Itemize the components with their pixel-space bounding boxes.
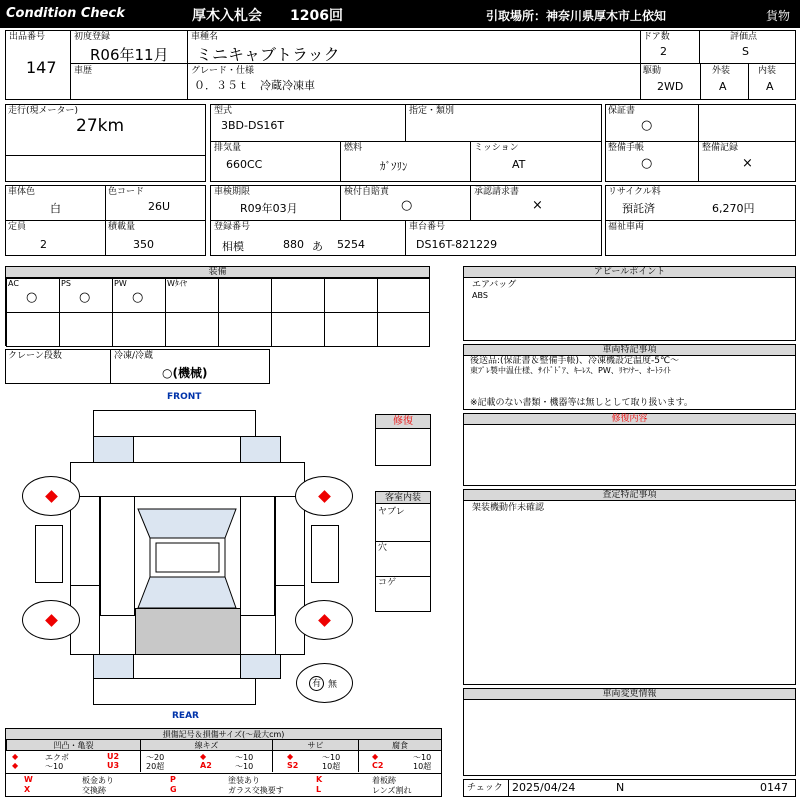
welfare-label: 福祉車両 [608,222,645,232]
inspect-title: 査定特記事項 [464,490,795,501]
inspect-box [463,489,796,685]
mileage-label: 走行(現メーター) [8,106,79,116]
equipment-item-value: ○ [132,290,144,305]
spare-wheel-no: 無 [328,680,338,690]
int: A [766,80,774,93]
drive-label: 駆動 [643,66,662,76]
recycle-status: 預託済 [622,202,655,215]
capacity: 2 [40,238,47,251]
front-label: FRONT [167,392,202,402]
legend-extra-name: レンズ割れ [372,786,412,795]
legend-name: 10超 [413,762,432,771]
equipment-cell [6,312,60,347]
load-label: 積載量 [108,222,136,232]
legend-divider [358,751,359,772]
service: ○ [641,156,653,171]
recycle-label: リサイクル料 [608,187,661,197]
plate-class: 880 [283,238,304,251]
displacement-label: 排気量 [214,143,242,153]
type: 3BD-DS16T [221,119,285,132]
legend-code: S2 [287,761,299,770]
legend-extra-name: 交換跡 [82,786,106,795]
chassis-label: 車台番号 [409,222,446,232]
cabin-item-3: コゲ [378,578,397,588]
designation-label: 指定・類別 [409,106,455,116]
legend-code: U3 [107,761,120,770]
inspection: R09年03月 [240,202,298,215]
color-code: 26U [148,200,171,213]
notes-line-2: 東ﾌﾟﾚ製中温仕様、ｻｲﾄﾞﾄﾞｱ、ｷｰﾚｽ、PW、ﾘﾔｿﾅｰ、ｵｰﾄﾗｲﾄ [470,366,671,375]
changes-box [463,688,796,776]
header-bar [0,0,800,28]
legend-code: ◆ [12,761,19,770]
fuel-label: 燃料 [344,143,363,153]
plate-no: 5254 [337,238,365,251]
legend-code: ◆ [372,752,379,761]
appeal-line-2: ABS [472,291,488,300]
mission-label: ミッション [474,143,519,153]
legend-code: A2 [200,761,212,770]
rear-right-light-panel[interactable] [240,654,281,679]
pickup-place: 引取場所：神奈川県厚木市上依知 [486,9,667,23]
body-color-label: 車体色 [8,187,36,197]
lot-no: 147 [26,58,57,77]
cabin-item-2: 穴 [378,543,388,553]
body-color: 白 [50,202,61,215]
front-left-light-panel[interactable] [93,436,134,463]
legend-extra-name: 着板跡 [372,776,396,785]
legend-title: 損傷記号＆損傷サイズ(～最大cm) [6,729,441,740]
repair-mark-title: 修復 [376,415,430,429]
grade: ０．３５ｔ 冷蔵冷凍車 [194,79,315,92]
equipment-item-value: ○ [26,290,38,305]
auction-name: 厚木入札会 [192,8,262,24]
legend-extra-code: P [170,775,176,784]
notes-line-4: ※記載のない書類・機器等は無しとして取り扱います。 [470,398,693,408]
front-bumper-panel[interactable] [93,410,256,437]
lot-no-label: 出品番号 [9,32,46,42]
legend-extra-code: G [170,785,177,794]
warranty: ○ [641,118,653,133]
legend-extra-name: 塗装あり [228,776,260,785]
rear-bumper-panel[interactable] [93,678,256,705]
doors-label: ドア数 [643,32,670,42]
left-pillar-panel[interactable] [100,496,135,616]
tire-3[interactable] [22,600,80,640]
legend-extra-code: K [316,775,323,784]
legend-code: ◆ [12,752,19,761]
fridge-label: 冷凍/冷蔵 [114,351,154,361]
equipment-cell [112,312,166,347]
score-label: 評価点 [730,32,758,42]
plate-region: 相模 [222,240,244,253]
legend-code: ◆ [200,752,207,761]
equipment-cell [59,312,113,347]
appeal-line-1: エアバッグ [472,280,517,290]
displacement: 660CC [226,158,263,171]
int-label: 内装 [758,66,777,76]
damage-mark-icon [318,614,331,627]
front-grille-panel[interactable] [133,436,241,463]
tire-2[interactable] [295,476,353,516]
equipment-cell [165,312,219,347]
legend-group: 線キズ [140,740,272,751]
legend-extra-code: W [24,775,33,784]
left-door-panel[interactable] [70,496,100,586]
check-date: 2025/04/24 [512,781,576,794]
legend-name: 20超 [146,762,165,771]
windshield [138,509,236,538]
appeal-title: アピールポイント [464,267,795,278]
tire-4[interactable] [295,600,353,640]
legend-name: ～10 [45,762,64,771]
self-pay-label: 検付自賠責 [344,187,390,197]
recycle-amount: 6,270円 [712,202,755,215]
inspection-label: 車検期限 [214,187,251,197]
legend-group: 腐食 [358,740,441,751]
legend-group: 凹凸・亀裂 [6,740,140,751]
legend-name: 10超 [322,762,341,771]
legend-name: ～10 [322,753,341,762]
changes-title: 車両変更情報 [464,689,795,700]
equipment-cell [218,278,272,313]
legend-group: サビ [272,740,358,751]
legend-extra-name: ガラス交換要す [228,786,284,795]
legend-code: ◆ [287,752,294,761]
right-pillar-panel[interactable] [240,496,275,616]
warranty-label: 保証書 [608,106,636,116]
legend-extra-name: 板金あり [82,776,114,785]
ext: A [719,80,727,93]
service-rec: × [742,156,753,171]
tire-1[interactable] [22,476,80,516]
service-label: 整備手帳 [608,143,645,153]
damage-mark-icon [45,490,58,503]
roof [150,538,225,577]
mission: AT [512,158,526,171]
equipment-item-value: ○ [79,290,91,305]
legend-code: C2 [372,761,384,770]
legend-name: ～10 [235,753,254,762]
legend-name: ～20 [146,753,165,762]
legend-name: エクボ [45,753,69,762]
fuel: ｶﾞｿﾘﾝ [380,160,408,173]
equipment-cell [218,312,272,347]
score: S [742,45,749,58]
hood-panel[interactable] [70,462,305,497]
spare-wheel-yes: 有 [309,676,324,691]
equipment-item-label: AC [8,279,19,288]
self-pay: ○ [401,198,413,213]
brand-title: Condition Check [6,6,125,21]
equipment-cell [324,278,378,313]
damage-mark-icon [318,490,331,503]
service-rec-label: 整備記録 [702,143,739,153]
inspect-text: 架装機動作未確認 [472,503,545,513]
cabin-title: 客室内装 [376,492,430,504]
rear-window [138,577,236,608]
fridge: ○(機械) [162,366,208,380]
approval-label: 承認請求書 [474,187,520,197]
doors: 2 [660,45,667,58]
chassis: DS16T-821229 [416,238,498,251]
first-reg: R06年11月 [90,46,169,64]
first-reg-label: 初度登録 [74,32,111,42]
equipment-cell [271,312,325,347]
history-label: 車歴 [74,66,93,76]
front-right-light-panel[interactable] [240,436,281,463]
auction-session: 1206回 [290,8,343,24]
plate-kana: あ [312,240,323,253]
crane-label: クレーン段数 [8,351,62,361]
legend-divider [140,751,141,772]
right-door-panel[interactable] [275,496,305,586]
legend-code: U2 [107,752,120,761]
vehicle-category: 貨物 [766,9,791,23]
plate-label: 登録番号 [214,222,251,232]
check-flag: N [616,781,625,794]
approval: × [532,198,543,213]
equipment-item-label: Wﾀｲﾔ [167,279,187,288]
repair-title: 修復内容 [464,414,795,425]
drive: 2WD [657,80,684,93]
cargo-floor-panel[interactable] [135,608,241,655]
right-mirror-panel[interactable] [311,525,339,583]
model-name-label: 車種名 [191,32,219,42]
notes-title: 車両特記事項 [464,345,795,356]
notes-line-1: 後送品:(保証書＆整備手帳)、冷凍機設定温度-5℃～ [470,356,680,366]
equipment-cell [271,278,325,313]
equipment-cell [324,312,378,347]
mileage: 27km [76,116,125,136]
spare-wheel [296,663,353,703]
cabin-item-1: ヤブレ [378,507,405,517]
load: 350 [133,238,154,251]
rear-gate-panel[interactable] [133,654,241,679]
damage-mark-icon [45,614,58,627]
rear-label: REAR [172,711,199,721]
check-number: 0147 [760,781,788,794]
equipment-cell [377,312,430,347]
rear-left-light-panel[interactable] [93,654,134,679]
sunroof [156,543,219,572]
equipment-item-label: PW [114,279,127,288]
check-label: チェック [467,783,503,793]
legend-extra-code: X [24,785,31,794]
equipment-item-label: PS [61,279,71,288]
left-mirror-panel[interactable] [35,525,63,583]
legend-divider [272,751,273,772]
legend-name: ～10 [235,762,254,771]
legend-name: ～10 [413,753,432,762]
equipment-title: 装備 [6,267,429,278]
color-code-label: 色コード [108,187,145,197]
model-name: ミニキャブトラック [196,45,340,64]
type-label: 型式 [214,106,233,116]
equipment-cell [377,278,430,313]
legend-extra-code: L [316,785,322,794]
grade-label: グレード・仕様 [191,66,255,76]
capacity-label: 定員 [8,222,27,232]
ext-label: 外装 [712,66,731,76]
